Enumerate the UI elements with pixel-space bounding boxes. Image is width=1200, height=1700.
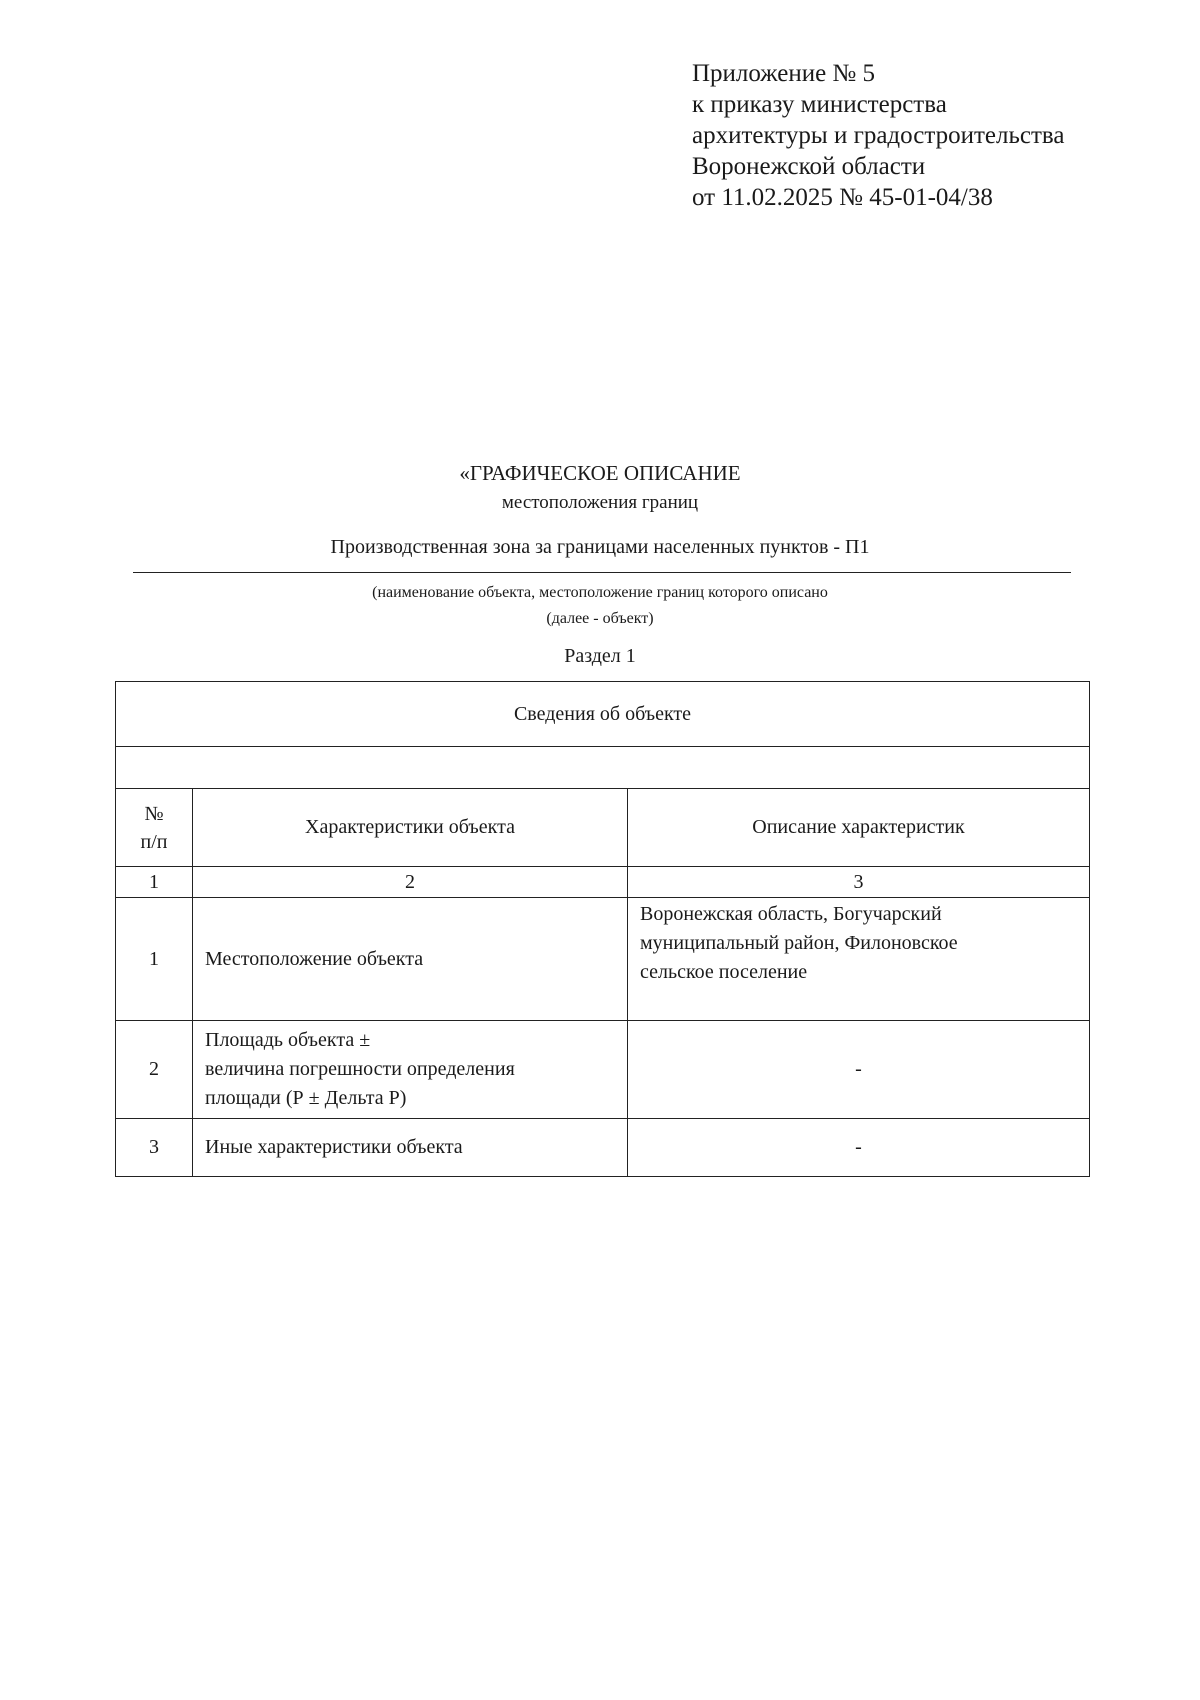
title-block [0,458,1200,516]
appendix-block [692,58,1064,213]
table-blank-cell [116,747,1090,789]
column-number: 3 [628,867,1090,898]
appendix-line: архитектуры и градостроительства [692,122,1065,149]
table-caption-row [116,682,1090,747]
row-number: 3 [116,1119,193,1177]
row-number: 2 [116,1021,193,1119]
appendix-line: Воронежской области [692,153,926,180]
document-title: «ГРАФИЧЕСКОЕ ОПИСАНИЕ [459,461,741,485]
appendix-line: Приложение № 5 [692,60,876,87]
section-label: Раздел 1 [564,645,636,667]
column-header-description: Описание характеристик [628,789,1090,867]
object-info-table [115,681,1090,1177]
appendix-line: от 11.02.2025 № 45-01-04/38 [692,184,993,211]
table-header-row [116,789,1090,867]
row-description: Воронежская область, Богучарский муниципальный район, Филоновское сельское поселение [628,898,1090,1021]
row-description: - [628,1021,1090,1119]
row-characteristic: Иные характеристики объекта [193,1119,628,1177]
object-name-note: (наименование объекта, местоположение границ которого описано (далее - объект) [372,584,828,627]
object-name: Производственная зона за границами населенных пунктов - П1 [330,536,870,558]
table-caption: Сведения об объекте [116,682,1090,747]
row-description: - [628,1119,1090,1177]
object-name-underline [133,572,1071,573]
column-header-characteristic: Характеристики объекта [193,789,628,867]
column-number: 1 [116,867,193,898]
column-number: 2 [193,867,628,898]
row-characteristic: Местоположение объекта [193,898,628,1021]
appendix-line: к приказу министерства [692,91,947,118]
row-number: 1 [116,898,193,1021]
table-row [116,898,1090,1021]
column-number-row [116,867,1090,898]
table-row [116,1119,1090,1177]
row-characteristic: Площадь объекта ± величина погрешности определения площади (Р ± Дельта Р) [193,1021,628,1119]
table-blank-row [116,747,1090,789]
column-header-number: № п/п [116,789,193,867]
table-row [116,1021,1090,1119]
document-subtitle: местоположения границ [501,492,699,513]
